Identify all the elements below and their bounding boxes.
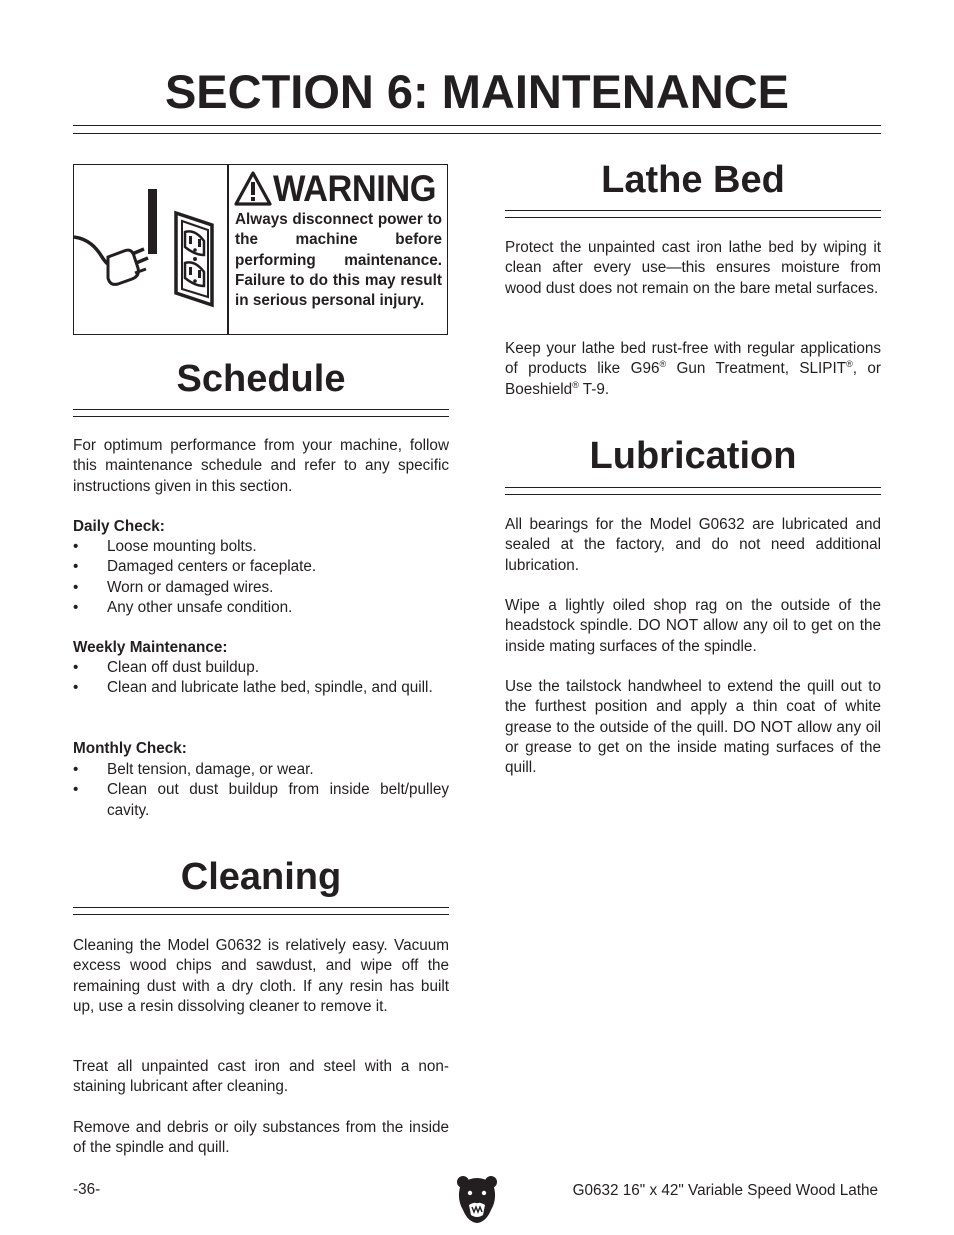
page-number: -36- bbox=[73, 1181, 101, 1198]
warning-triangle-icon bbox=[234, 171, 272, 207]
daily-check-title: Daily Check: bbox=[73, 518, 165, 535]
monthly-check-title: Monthly Check: bbox=[73, 740, 187, 757]
warning-word: WARNING bbox=[273, 168, 437, 209]
lubrication-paragraph-2: Wipe a lightly oiled shop rag on the outside of the headstock spindle. DO NOT allow any oil to get on the inside mating surfaces of the spindle. bbox=[505, 597, 881, 655]
monthly-check-list bbox=[73, 760, 449, 821]
lubrication-paragraph-1: All bearings for the Model G0632 are lubricated and sealed at the factory, and do not need additional lubrication. bbox=[505, 516, 881, 574]
warning-text: Always disconnect power to the machine before performing maintenance. Failure to do this may result in serious personal injury. bbox=[235, 211, 442, 310]
cleaning-paragraph-1: Cleaning the Model G0632 is relatively easy. Vacuum excess wood chips and sawdust, and wipe off the remaining dust with a dry cloth. If any resin has built up, use a resin dissolving cleaner to remove it. bbox=[73, 937, 449, 1015]
cleaning-paragraph-3: Remove and debris or oily substances from the inside of the spindle and quill. bbox=[73, 1119, 449, 1157]
list-item: • Clean and lubricate lathe bed, spindle, and quill. bbox=[73, 679, 433, 697]
unplug-power-cord-icon bbox=[74, 165, 227, 334]
lathe-bed-heading: Lathe Bed bbox=[601, 159, 785, 201]
warning-divider bbox=[227, 165, 229, 334]
list-item: • Any other unsafe condition. bbox=[73, 598, 293, 616]
schedule-rule bbox=[73, 409, 449, 417]
list-item: • Belt tension, damage, or wear. bbox=[73, 761, 314, 778]
cleaning-heading: Cleaning bbox=[180, 856, 342, 898]
list-item: • Damaged centers or faceplate. bbox=[73, 558, 317, 576]
lathe-bed-paragraph-2: Keep your lathe bed rust-free with regular applications of products like G96® Gun Treatment, SLIPIT®, or Boeshield® T-9. bbox=[505, 340, 881, 398]
lubrication-rule bbox=[505, 487, 881, 495]
page-title: SECTION 6: MAINTENANCE bbox=[164, 65, 790, 118]
lubrication-paragraph-3: Use the tailstock handwheel to extend the quill out to the furthest position and apply a thin coat of white grease to the outside of the quill. DO NOT allow any oil or grease to get on the inside mating surfaces of the quill. bbox=[505, 678, 881, 777]
footer-title: G0632 16" x 42" Variable Speed Wood Lathe bbox=[572, 1182, 878, 1199]
list-item: • Clean out dust buildup from inside belt/pulley cavity. bbox=[73, 781, 449, 819]
weekly-maintenance-title: Weekly Maintenance: bbox=[73, 639, 228, 656]
schedule-heading: Schedule bbox=[176, 358, 346, 400]
lathe-bed-rule bbox=[505, 210, 881, 218]
lubrication-heading: Lubrication bbox=[589, 435, 797, 477]
list-item: • Loose mounting bolts. bbox=[73, 538, 257, 555]
cleaning-rule bbox=[73, 907, 449, 915]
lathe-bed-paragraph-1: Protect the unpainted cast iron lathe bed by wiping it clean after every use—this ensures moisture from wood dust does not remain on the bare metal surfaces. bbox=[505, 239, 881, 297]
grizzly-bear-logo-icon bbox=[456, 1174, 498, 1224]
schedule-intro: For optimum performance from your machine, follow this maintenance schedule and refer to any specific instructions given in this section. bbox=[73, 437, 449, 495]
weekly-maintenance-list bbox=[73, 658, 449, 699]
list-item: • Clean off dust buildup. bbox=[73, 659, 259, 676]
cleaning-paragraph-2: Treat all unpainted cast iron and steel with a non-staining lubricant after cleaning. bbox=[73, 1058, 449, 1096]
warning-box bbox=[73, 164, 448, 335]
daily-check-list bbox=[73, 537, 449, 618]
list-item: • Worn or damaged wires. bbox=[73, 578, 274, 596]
title-rule bbox=[73, 125, 881, 134]
warning-header bbox=[234, 167, 446, 211]
